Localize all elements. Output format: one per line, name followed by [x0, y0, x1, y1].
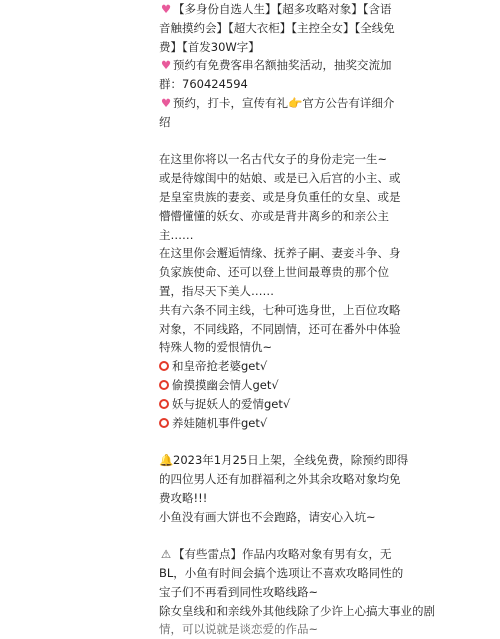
line-27-text: 【有些雷点】作品内攻略对象有男有女，无 [173, 547, 392, 562]
line-11: 懵懵懂懂的妖女、亦或是背井离乡的和亲公主 [159, 208, 389, 223]
line-1 [159, 0, 392, 19]
line-5: 群：760424594 [159, 77, 248, 92]
line-17: 对象，不同线路，不同剧情，还可在番外中体验 [159, 321, 401, 336]
line-9: 或是待嫁闺中的姑娘、或是已入后宫的小主、或 [159, 171, 401, 186]
article-content [159, 0, 435, 639]
line-20 [159, 376, 349, 395]
heart-icon: ♥ [160, 58, 172, 73]
line-22 [159, 414, 349, 433]
bell-icon: 🔔 [159, 453, 174, 468]
line-25: 费攻略!!! [159, 490, 208, 505]
line-4-text: 预约有免费客串名额抽奖活动，抽奖交流加 [173, 58, 392, 73]
line-22-text: 养娃随机事件get√ [172, 415, 268, 430]
line-18: 特殊人物的爱恨情仇~ [159, 340, 273, 355]
line-10: 是皇室贵族的妻妾、或是身负重任的女皇、或是 [159, 189, 401, 204]
line-1-text: 【多身份自选人生】【超多攻略对象】【含语 [173, 2, 392, 16]
line-2: 音触摸约会】【超大衣柜】【主控全女】【全线免 [159, 20, 395, 35]
line-4 [159, 56, 392, 75]
circle-icon [159, 418, 169, 428]
line-21-text: 妖与捉妖人的爱情get√ [172, 396, 291, 411]
line-30: 除女皇线和和亲线外其他线除了少许上心搞大事业的剧 [159, 603, 435, 618]
spacer [159, 432, 349, 451]
line-20-text: 偷摸摸幽会情人get√ [172, 377, 279, 392]
line-28: BL，小鱼有时间会搞个选项让不喜欢攻略同性的 [159, 565, 404, 580]
line-3: 费】【首发30W字】 [159, 39, 260, 54]
line-31: 情，可以说就是谈恋爱的作品~ [159, 622, 319, 637]
line-21 [159, 395, 349, 414]
line-27 [159, 545, 392, 564]
line-26: 小鱼没有画大饼也不会跑路，请安心入坑~ [159, 509, 376, 524]
circle-icon [159, 380, 169, 390]
line-15: 置，指尽天下美人…… [159, 283, 274, 298]
circle-icon [159, 361, 169, 371]
line-8: 在这里你将以一名古代女子的身份走完一生~ [159, 152, 388, 167]
line-23-text: 2023年1月25日上架，全线免费，除预约即得 [173, 453, 409, 468]
line-13: 在这里你会邂逅情缘、抚养子嗣、妻妾斗争、身 [159, 246, 401, 261]
line-29: 宝子们不再看到同性攻略线路~ [159, 584, 319, 599]
heart-icon: ♥ [160, 2, 172, 16]
spacer [159, 132, 349, 151]
line-6-text: 预约，打卡，宣传有礼👉官方公告有详细介 [173, 95, 395, 110]
line-12: 主…… [159, 227, 194, 242]
line-6 [159, 94, 395, 113]
line-7: 绍 [159, 114, 171, 129]
heart-icon: ♥ [160, 95, 172, 110]
line-24: 的四位男人还有加群福利之外其余攻略对象均免 [159, 471, 401, 486]
line-16: 共有六条不同主线，七种可选身世，上百位攻略 [159, 302, 401, 317]
line-19-text: 和皇帝抢老婆get√ [172, 359, 268, 374]
circle-icon [159, 399, 169, 409]
line-23 [159, 451, 409, 470]
warning-icon: ⚠ [160, 547, 172, 562]
spacer [159, 526, 349, 545]
line-14: 负家族使命、还可以登上世间最尊贵的那个位 [159, 265, 389, 280]
line-19 [159, 357, 349, 376]
